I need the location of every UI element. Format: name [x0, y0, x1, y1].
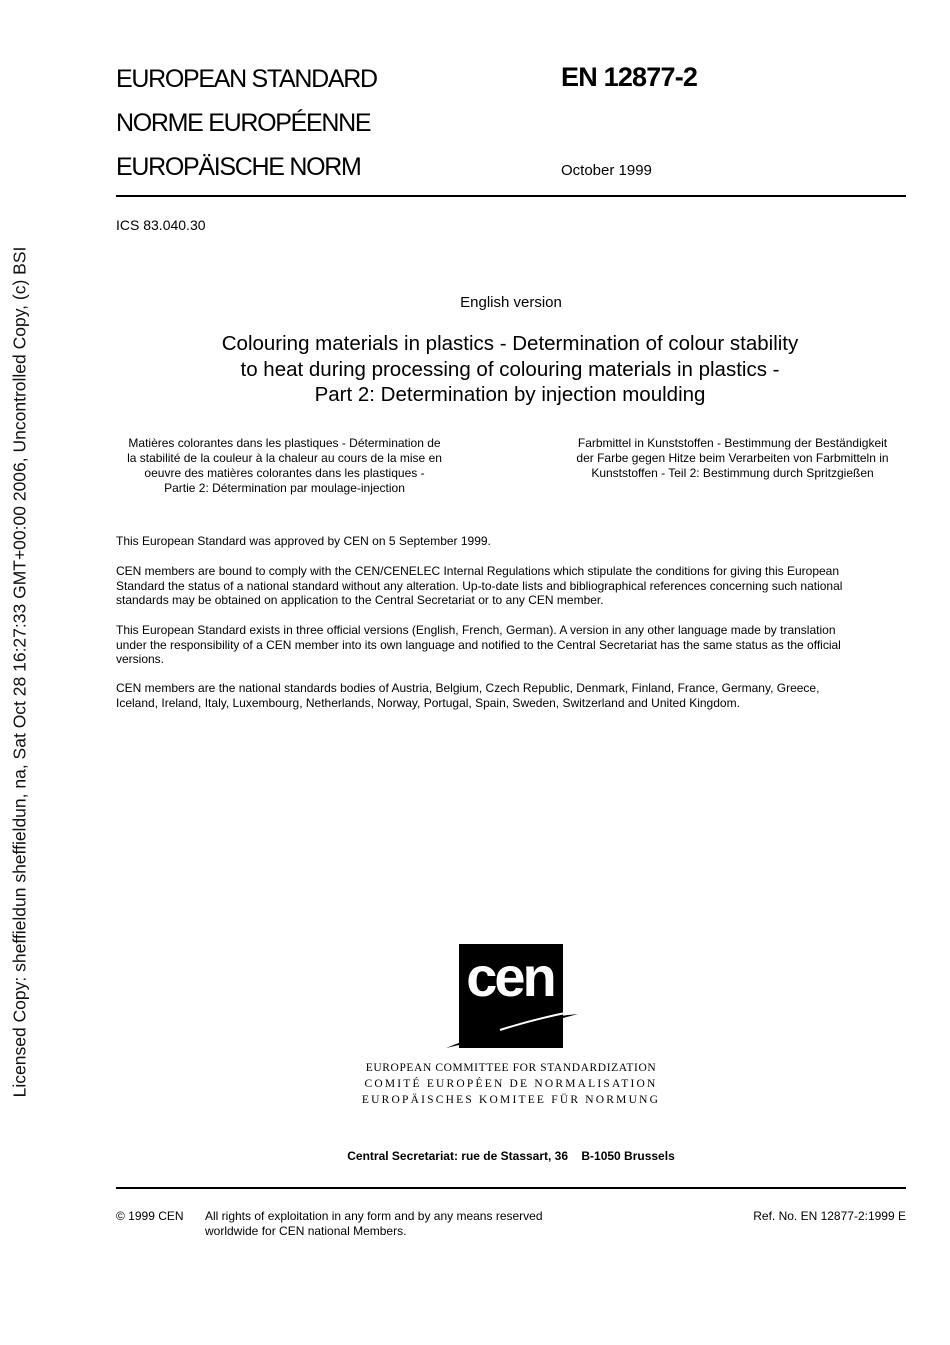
standard-label-de: EUROPÄISCHE NORM [116, 153, 361, 181]
title-french-line: oeuvre des matières colorantes dans les plastiques - [144, 466, 425, 480]
standard-label-en: EUROPEAN STANDARD [116, 65, 377, 93]
title-line: Part 2: Determination by injection moulding [314, 383, 706, 406]
title-french-line: Matières colorantes dans les plastiques - Détermination de [128, 436, 441, 450]
paragraph-line: CEN members are the national standards bodies of Austria, Belgium, Czech Republic, Denmark, Finland, France, Germany, Greece, [116, 681, 820, 695]
paragraph-line: Standard the status of a national standard without any alteration. Up-to-date lists and bibliographical references concerning such national [116, 578, 843, 593]
title-line: to heat during processing of colouring materials in plastics - [240, 357, 780, 381]
rights-notice [205, 1209, 605, 1239]
approval-paragraph [116, 534, 906, 549]
paragraph-line: This European Standard was approved by CEN on 5 September 1999. [116, 534, 491, 548]
title-line: Colouring materials in plastics - Determination of colour stability [221, 332, 799, 355]
footer-divider [116, 1187, 906, 1189]
versions-paragraph [116, 623, 906, 667]
paragraph-line: Iceland, Ireland, Italy, Luxembourg, Netherlands, Norway, Portugal, Spain, Sweden, Switzerland and United Kingdom. [116, 695, 740, 710]
paragraph-line: versions. [116, 652, 165, 667]
standard-label-fr: NORME EUROPÉENNE [116, 109, 371, 137]
title-french [112, 436, 457, 496]
members-paragraph [116, 681, 906, 710]
rights-line: All rights of exploitation in any form and by any means reserved [205, 1209, 543, 1223]
document-title [160, 331, 860, 408]
title-german-line: Kunststoffen - Teil 2: Bestimmung durch Spritzgießen [591, 466, 874, 480]
cen-name-de: EUROPÄISCHES KOMITEE FÜR NORMUNG [361, 1094, 661, 1106]
reference-number: Ref. No. EN 12877-2:1999 E [753, 1209, 906, 1223]
ics-code: ICS 83.040.30 [116, 217, 206, 233]
license-watermark [0, 0, 40, 1345]
language-version: English version [460, 294, 562, 311]
header-divider [116, 195, 906, 197]
central-secretariat: Central Secretariat: rue de Stassart, 36 B-1050 Brussels [347, 1149, 675, 1163]
copyright: © 1999 CEN [116, 1209, 184, 1223]
paragraph-line: CEN members are bound to comply with the CEN/CENELEC Internal Regulations which stipulate the conditions for giving this European [116, 564, 840, 578]
paragraph-line: standards may be obtained on application to the Central Secretariat or to any CEN member. [116, 593, 604, 608]
title-french-line: Partie 2: Détermination par moulage-injection [164, 481, 405, 495]
paragraph-line: This European Standard exists in three official versions (English, French, German). A version in any other language made by translation [116, 623, 836, 637]
title-german-line: Farbmittel in Kunststoffen - Bestimmung der Beständigkeit [577, 436, 888, 450]
cen-name-en: EUROPEAN COMMITTEE FOR STANDARDIZATION [365, 1062, 657, 1074]
cen-logo-text: cen [466, 945, 554, 1008]
title-german-line: der Farbe gegen Hitze beim Verarbeiten von Farbmitteln in [576, 451, 889, 465]
title-german [560, 436, 905, 481]
cen-logo-swoosh-icon [440, 1000, 580, 1052]
cen-name-fr: COMITÉ EUROPÉEN DE NORMALISATION [364, 1078, 658, 1090]
publication-date: October 1999 [561, 162, 652, 179]
standard-number: EN 12877-2 [561, 62, 698, 92]
rights-line: worldwide for CEN national Members. [205, 1224, 407, 1238]
paragraph-line: under the responsibility of a CEN member into its own language and notified to the Central Secretariat has the same status as the official [116, 637, 841, 652]
license-watermark-text: Licensed Copy: sheffieldun sheffieldun, na, Sat Oct 28 16:27:33 GMT+00:00 2006, Uncontrolled Copy, (c) BSI [9, 246, 30, 1098]
regulations-paragraph [116, 564, 906, 608]
title-french-line: la stabilité de la couleur à la chaleur au cours de la mise en [127, 451, 442, 465]
